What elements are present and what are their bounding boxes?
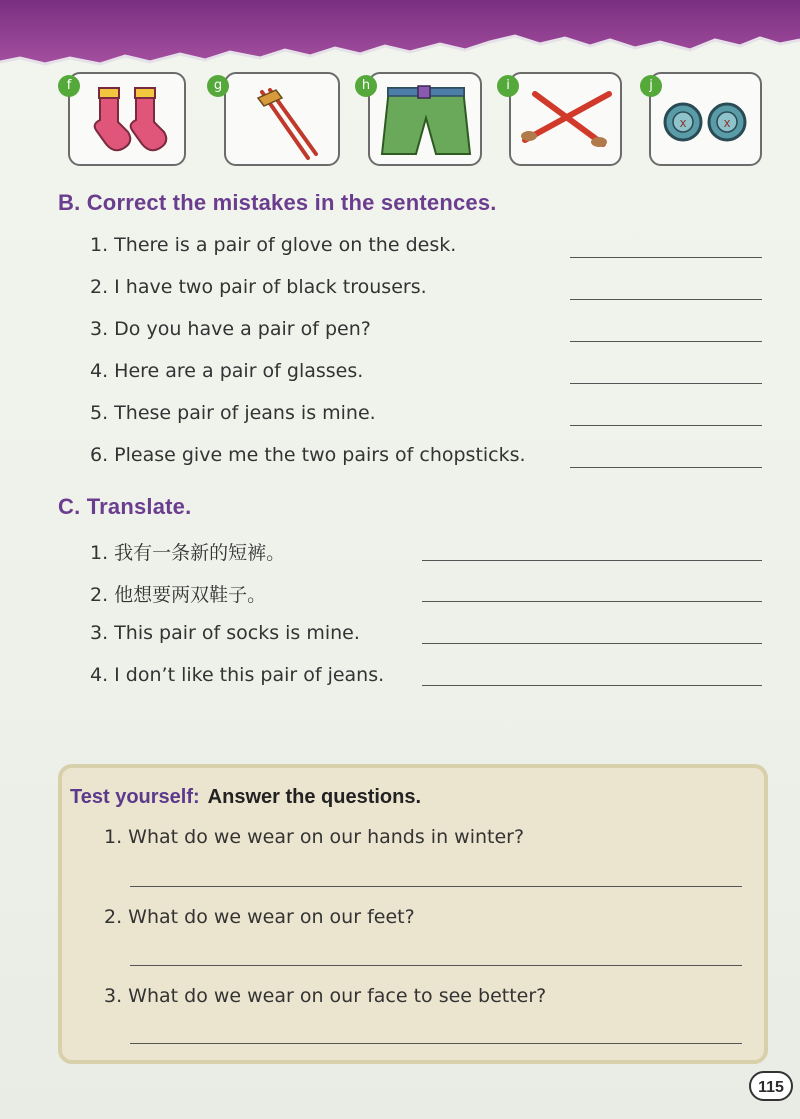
section-b-item-2: 2. I have two pair of black trousers. [90, 276, 427, 298]
picture-letter-j: j [640, 75, 662, 97]
answer-line-b6[interactable] [570, 467, 762, 468]
svg-text:x: x [723, 116, 731, 130]
answer-line-b2[interactable] [570, 299, 762, 300]
test-yourself-heading [70, 786, 421, 809]
section-b-item-1: 1. There is a pair of glove on the desk. [90, 234, 457, 256]
section-b-item-4: 4. Here are a pair of glasses. [90, 360, 364, 382]
socks-icon [70, 74, 184, 164]
answer-line-q1[interactable] [130, 886, 742, 887]
picture-letter-h: h [355, 75, 377, 97]
test-yourself-instruction: Answer the questions. [207, 786, 422, 808]
section-c-item-4: 4. I don’t like this pair of jeans. [90, 664, 385, 686]
answer-line-c1[interactable] [422, 560, 762, 561]
shorts-icon [370, 74, 480, 164]
question-2: 2. What do we wear on our feet? [104, 906, 415, 928]
buttons-icon [651, 74, 760, 164]
scissors-icon [511, 74, 620, 164]
answer-line-q3[interactable] [130, 1043, 742, 1044]
answer-line-c3[interactable] [422, 643, 762, 644]
answer-line-c4[interactable] [422, 685, 762, 686]
picture-card-f [68, 72, 186, 166]
section-b-item-5: 5. These pair of jeans is mine. [90, 402, 376, 424]
question-3: 3. What do we wear on our face to see better? [104, 985, 547, 1007]
answer-line-c2[interactable] [422, 601, 762, 602]
picture-letter-g: g [207, 75, 229, 97]
answer-line-b5[interactable] [570, 425, 762, 426]
svg-text:x: x [679, 116, 687, 130]
section-c-title: C. Translate. [58, 494, 192, 519]
picture-card-i [509, 72, 622, 166]
question-1: 1. What do we wear on our hands in winter? [104, 826, 525, 848]
section-c-item-3: 3. This pair of socks is mine. [90, 622, 360, 644]
section-b-item-3: 3. Do you have a pair of pen? [90, 318, 371, 340]
answer-line-b3[interactable] [570, 341, 762, 342]
picture-letter-i: i [497, 75, 519, 97]
answer-line-q2[interactable] [130, 965, 742, 966]
section-c-item-2: 2. 他想要两双鞋子。 [90, 584, 267, 606]
picture-card-j [649, 72, 762, 166]
picture-letter-f: f [58, 75, 80, 97]
section-c-item-1: 1. 我有一条新的短裤。 [90, 542, 286, 564]
page-number: 115 [749, 1071, 793, 1101]
section-b-title: B. Correct the mistakes in the sentences. [58, 190, 497, 215]
picture-card-h [368, 72, 482, 166]
test-yourself-label: Test yourself: [70, 786, 200, 808]
answer-line-b4[interactable] [570, 383, 762, 384]
chopsticks-icon [226, 74, 338, 164]
section-b-item-6: 6. Please give me the two pairs of chopsticks. [90, 444, 526, 466]
answer-line-b1[interactable] [570, 257, 762, 258]
picture-card-g [224, 72, 340, 166]
